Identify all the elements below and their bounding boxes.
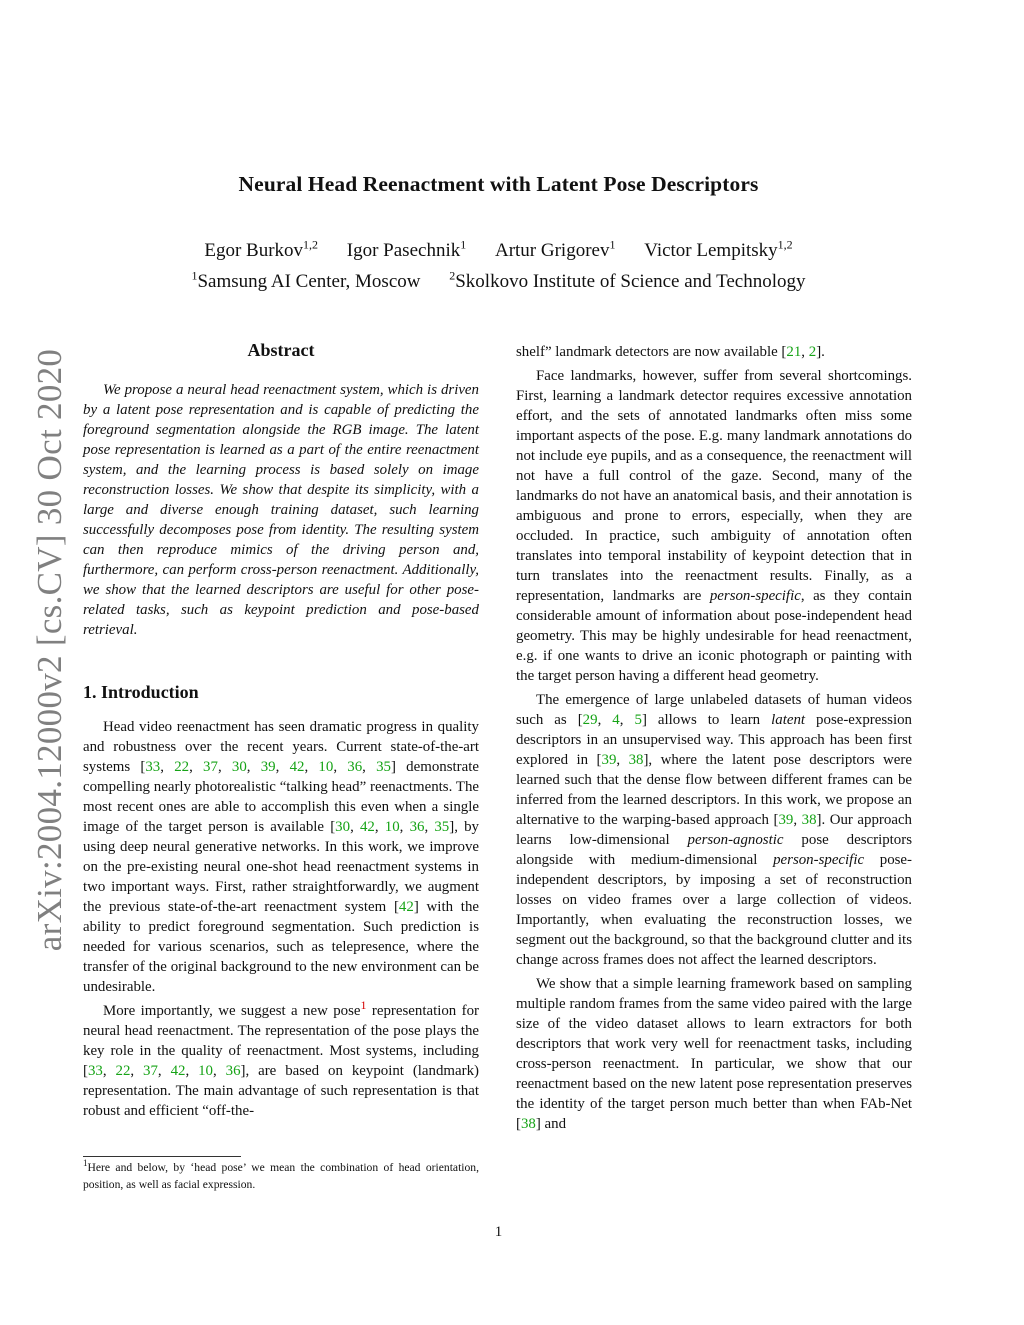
paragraph: Face landmarks, however, suffer from several shortcomings. First, learning a landmark detector requires excessive annotation effort, and the sets of annotated landmarks often miss some important aspects of the pose. E.g. many landmark annotations do not include eye pupils, and as a consequence, the reenactment will not have a full control of the gaze. Second, many of the landmarks do not have an anatomical basis, and their annotation is ambiguous and prone to errors, especially, when they are occluded. In practice, such ambiguity of annotation often translates into temporal instability of keypoint detection that in turn translates into the reenactment results. Finally, as a representation, landmarks are person-specific, as they contain considerable amount of information about pose-independent head geometry. This may be highly undesirable for head reenactment, e.g. if one wants to drive an iconic photograph or painting with the target person having a different head geometry.	[516, 368, 912, 684]
citation-link[interactable]: 42	[170, 1063, 186, 1079]
citation-link[interactable]: 21	[786, 344, 802, 360]
right-column	[516, 342, 912, 1134]
affiliation: $^1$Samsung AI Center, Moscow	[191, 268, 421, 292]
citation-link[interactable]: 4	[612, 712, 620, 728]
citation-link[interactable]: 30	[335, 819, 351, 835]
paper-title: Neural Head Reenactment with Latent Pose Descriptors	[238, 172, 759, 196]
citation-link[interactable]: 39	[260, 759, 276, 775]
citation-link[interactable]: 36	[225, 1063, 241, 1079]
citation-link[interactable]: 10	[198, 1063, 213, 1079]
citation-link[interactable]: 22	[115, 1063, 131, 1079]
section-heading: 1. Introduction	[83, 682, 199, 702]
abstract-heading: Abstract	[247, 340, 315, 360]
citation-link[interactable]: 33	[87, 1063, 103, 1079]
author: Artur Grigorev$^1$	[494, 237, 616, 261]
left-column	[83, 340, 479, 1121]
citation-link[interactable]: 38	[801, 812, 817, 828]
citation-link[interactable]: 10	[318, 759, 334, 775]
paragraph: Head video reenactment has seen dramatic progress in quality and robustness over the recent years. Current state-of-the-art systems [33, 22, 37, 30, 39, 42, 10, 36, 35] demonstrate compelling nearly photorealistic “talking head” reenactments. The most recent ones are able to accomplish this even when a single image of the target person is available [30, 42, 10, 36, 35], by using deep neural generative networks. In this work, we improve on the pre-existing neural one-shot head reenactment systems in two important ways. First, rather straightforwardly, we augment the previous state-of-the-art reenactment system [42] with the ability to predict foreground segmentation. Such prediction is needed for various scenarios, such as telepresence, where the transfer of the original background to the new environment can be undesirable.	[83, 719, 479, 995]
citation-link[interactable]: 42	[289, 759, 305, 775]
citation-link[interactable]: 10	[384, 819, 400, 835]
footnote: $^1$Here and below, by ‘head pose’ we mean the combination of head orientation, position, as well as facial expression.	[83, 1158, 479, 1191]
arxiv-identifier: arXiv:2004.12000v2 [cs.CV] 30 Oct 2020	[30, 348, 69, 952]
affiliation-list	[0, 268, 997, 293]
paragraph: We show that a simple learning framework based on sampling multiple random frames from the same video paired with the large size of the video dataset allows to learn extractors for both descriptors that work very well for reenactment tasks, including cross-person reenactment. In particular, we show that our reenactment based on the new latent pose representation preserves the identity of the target person much better than when FAb-Net [38] and	[516, 976, 912, 1132]
citation-link[interactable]: 37	[203, 759, 218, 775]
citation-link[interactable]: 2	[808, 344, 817, 360]
author: Igor Pasechnik$^1$	[346, 237, 467, 261]
abstract-text: We propose a neural head reenactment system, which is driven by a latent pose representation and is capable of predicting the foreground segmentation alongside the RGB image. The latent pose representation is learned as a part of the entire reenactment system, and the learning process is based solely on image reconstruction losses. We show that despite its simplicity, with a large and diverse enough training dataset, such learning successfully decomposes pose from identity. The resulting system can then reproduce mimics of the driving person and, furthermore, can perform cross-person reenactment. Additionally, we show that the learned descriptors are useful for other pose-related tasks, such as keypoint prediction and pose-based retrieval.	[83, 382, 479, 638]
citation-link[interactable]: 38	[628, 752, 644, 768]
citation-link[interactable]: 39	[778, 812, 794, 828]
citation-link[interactable]: 36	[347, 759, 363, 775]
citation-link[interactable]: 33	[145, 759, 161, 775]
footnote-divider	[83, 1156, 241, 1157]
paragraph: More importantly, we suggest a new pose$^1$ representation for neural head reenactment. The representation of the pose plays the key role in the quality of reenactment. Most systems, including [33, 22, 37, 42, 10, 36], are based on keypoint (landmark) representation. The main advantage of such representation is that robust and efficient “off-the-	[83, 998, 479, 1119]
citation-link[interactable]: 30	[231, 759, 247, 775]
paragraph: The emergence of large unlabeled datasets of human videos such as [29, 4, 5] allows to learn latent pose-expression descriptors in an unsupervised way. This approach has been first explored in [39, 38], where the latent pose descriptors were learned such that the dense flow between different frames can be inferred from the learned descriptors. In this work, we propose an alternative to the warping-based approach [39, 38]. Our approach learns low-dimensional person-agnostic pose descriptors alongside with medium-dimensional person-specific pose-independent descriptors, by imposing a set of reconstruction losses on video frames over a large collection of videos. Importantly, when evaluating the reconstruction losses, we segment out the background, so that the background clutter and its change across frames does not affect the learned descriptors.	[516, 692, 912, 968]
footnote-marker[interactable]: 1	[360, 998, 367, 1013]
author: Victor Lempitsky$^{1,2}$	[644, 237, 793, 261]
citation-link[interactable]: 29	[582, 712, 598, 728]
citation-link[interactable]: 35	[434, 819, 450, 835]
affiliation: $^2$Skolkovo Institute of Science and Technology	[449, 268, 806, 292]
author: Egor Burkov$^{1,2}$	[204, 237, 319, 261]
citation-link[interactable]: 5	[634, 712, 642, 728]
citation-link[interactable]: 42	[398, 899, 414, 915]
citation-link[interactable]: 36	[409, 819, 425, 835]
citation-link[interactable]: 38	[520, 1116, 536, 1132]
citation-link[interactable]: 22	[174, 759, 190, 775]
citation-link[interactable]: 35	[376, 759, 391, 775]
paragraph: shelf” landmark detectors are now available [21, 2].	[516, 344, 825, 360]
page-number: 1	[494, 1224, 503, 1240]
citation-link[interactable]: 37	[143, 1063, 158, 1079]
citation-link[interactable]: 39	[601, 752, 617, 768]
citation-link[interactable]: 42	[359, 819, 375, 835]
author-list	[0, 237, 997, 262]
